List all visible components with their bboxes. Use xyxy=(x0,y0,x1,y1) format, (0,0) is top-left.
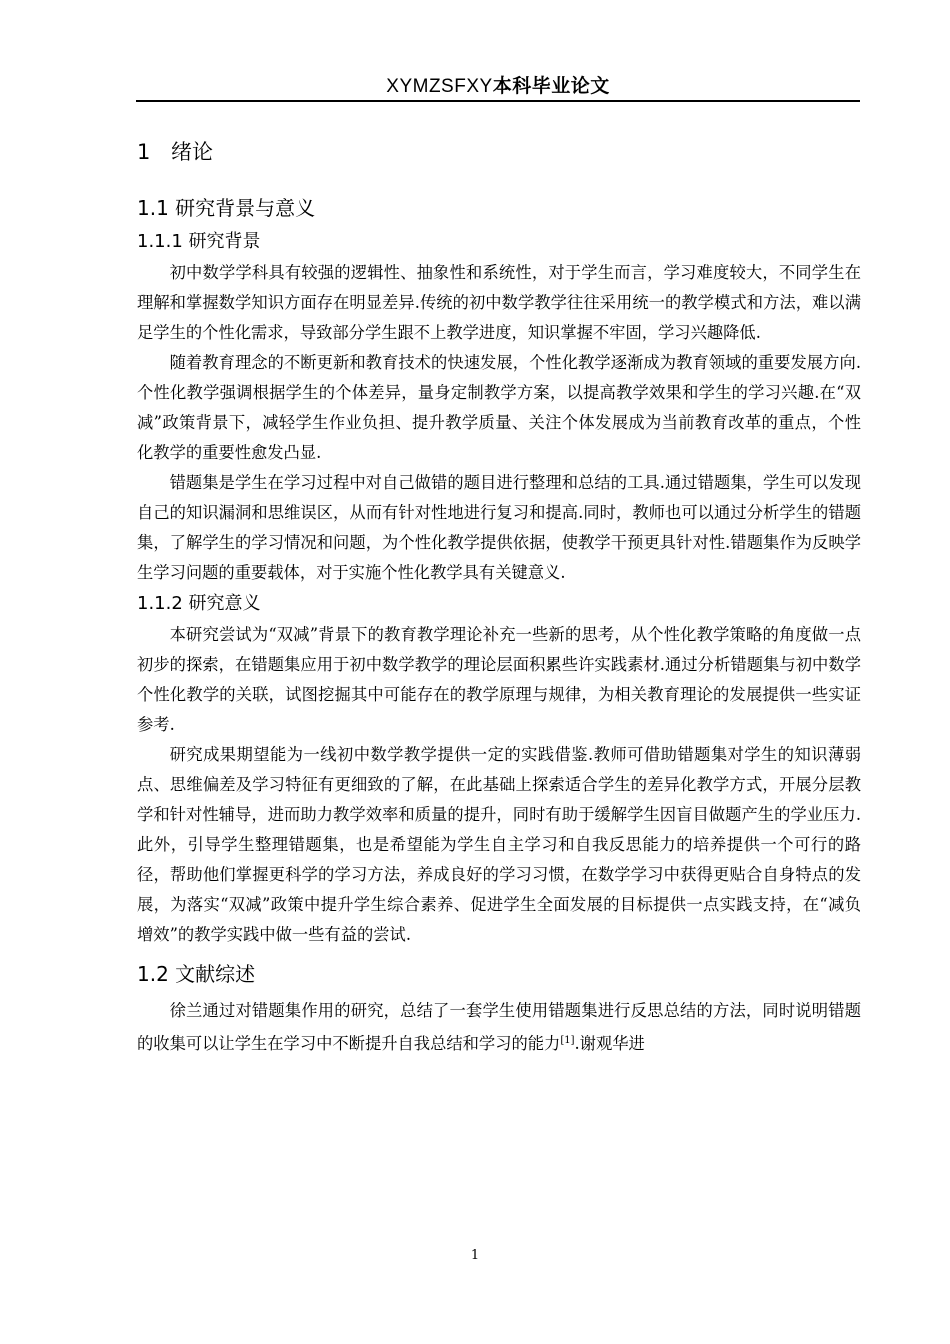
header-label: 本科毕业论文 xyxy=(492,75,610,97)
section-heading-1-1: 1.1 研究背景与意义 xyxy=(137,196,316,220)
paragraph: 随着教育理念的不断更新和教育技术的快速发展，个性化教学逐渐成为教育领域的重要发展方向.个性化教学强调根据学生的个体差异，量身定制教学方案，以提高教学效果和学生的学习兴趣.在“双减”政策背景下，减轻学生作业负担、提升教学质量、关注个体发展成为当前教育改革的重点，个性化教学的重要性愈发凸显. xyxy=(137,353,861,462)
header-rule xyxy=(136,100,860,102)
page-body xyxy=(137,132,861,1059)
paragraph-text: 徐兰通过对错题集作用的研究，总结了一套学生使用错题集进行反思总结的方法，同时说明错题的收集可以让学生在学习中不断提升自我总结和学习的能力 xyxy=(137,1001,861,1053)
paragraph-text: .谢观华进 xyxy=(574,1034,645,1053)
paragraph xyxy=(137,996,861,1059)
chapter-number: 1 xyxy=(137,140,151,164)
page-number: 1 xyxy=(470,1248,480,1263)
section-heading-1-2: 1.2 文献综述 xyxy=(137,962,256,986)
citation-ref[interactable]: [1] xyxy=(560,1035,575,1046)
header-school: XYMZSFXY xyxy=(386,76,493,97)
paragraph: 初中数学学科具有较强的逻辑性、抽象性和系统性，对于学生而言，学习难度较大，不同学生在理解和掌握数学知识方面存在明显差异.传统的初中数学教学往往采用统一的教学模式和方法，难以满足学生的个性化需求，导致部分学生跟不上教学进度，知识掌握不牢固，学习兴趣降低. xyxy=(137,263,861,342)
chapter-title: 绪论 xyxy=(171,140,213,164)
paragraph: 本研究尝试为“双减”背景下的教育教学理论补充一些新的思考，从个性化教学策略的角度做一点初步的探索，在错题集应用于初中数学教学的理论层面积累些许实践素材.通过分析错题集与初中数学个性化教学的关联，试图挖掘其中可能存在的教学原理与规律，为相关教育理论的发展提供一些实证参考. xyxy=(137,625,861,734)
paragraph: 研究成果期望能为一线初中数学教学提供一定的实践借鉴.教师可借助错题集对学生的知识薄弱点、思维偏差及学习特征有更细致的了解，在此基础上探索适合学生的差异化教学方式，开展分层教学和针对性辅导，进而助力教学效率和质量的提升，同时有助于缓解学生因盲目做题产生的学业压力.此外，引导学生整理错题集，也是希望能为学生自主学习和自我反思能力的培养提供一个可行的路径，帮助他们掌握更科学的学习方法，养成良好的学习习惯，在数学学习中获得更贴合自身特点的发展，为落实“双减”政策中提升学生综合素养、促进学生全面发展的目标提供一点实践支持，在“减负增效”的教学实践中做一些有益的尝试. xyxy=(137,745,861,944)
subsection-heading-1-1-1: 1.1.1 研究背景 xyxy=(137,231,261,252)
paragraph: 错题集是学生在学习过程中对自己做错的题目进行整理和总结的工具.通过错题集，学生可以发现自己的知识漏洞和思维误区，从而有针对性地进行复习和提高.同时，教师也可以通过分析学生的错题集，了解学生的学习情况和问题，为个性化教学提供依据，使教学干预更具针对性.错题集作为反映学生学习问题的重要载体，对于实施个性化教学具有关键意义. xyxy=(137,473,861,582)
subsection-heading-1-1-2: 1.1.2 研究意义 xyxy=(137,593,261,614)
running-header xyxy=(136,72,860,100)
chapter-heading xyxy=(137,132,861,172)
